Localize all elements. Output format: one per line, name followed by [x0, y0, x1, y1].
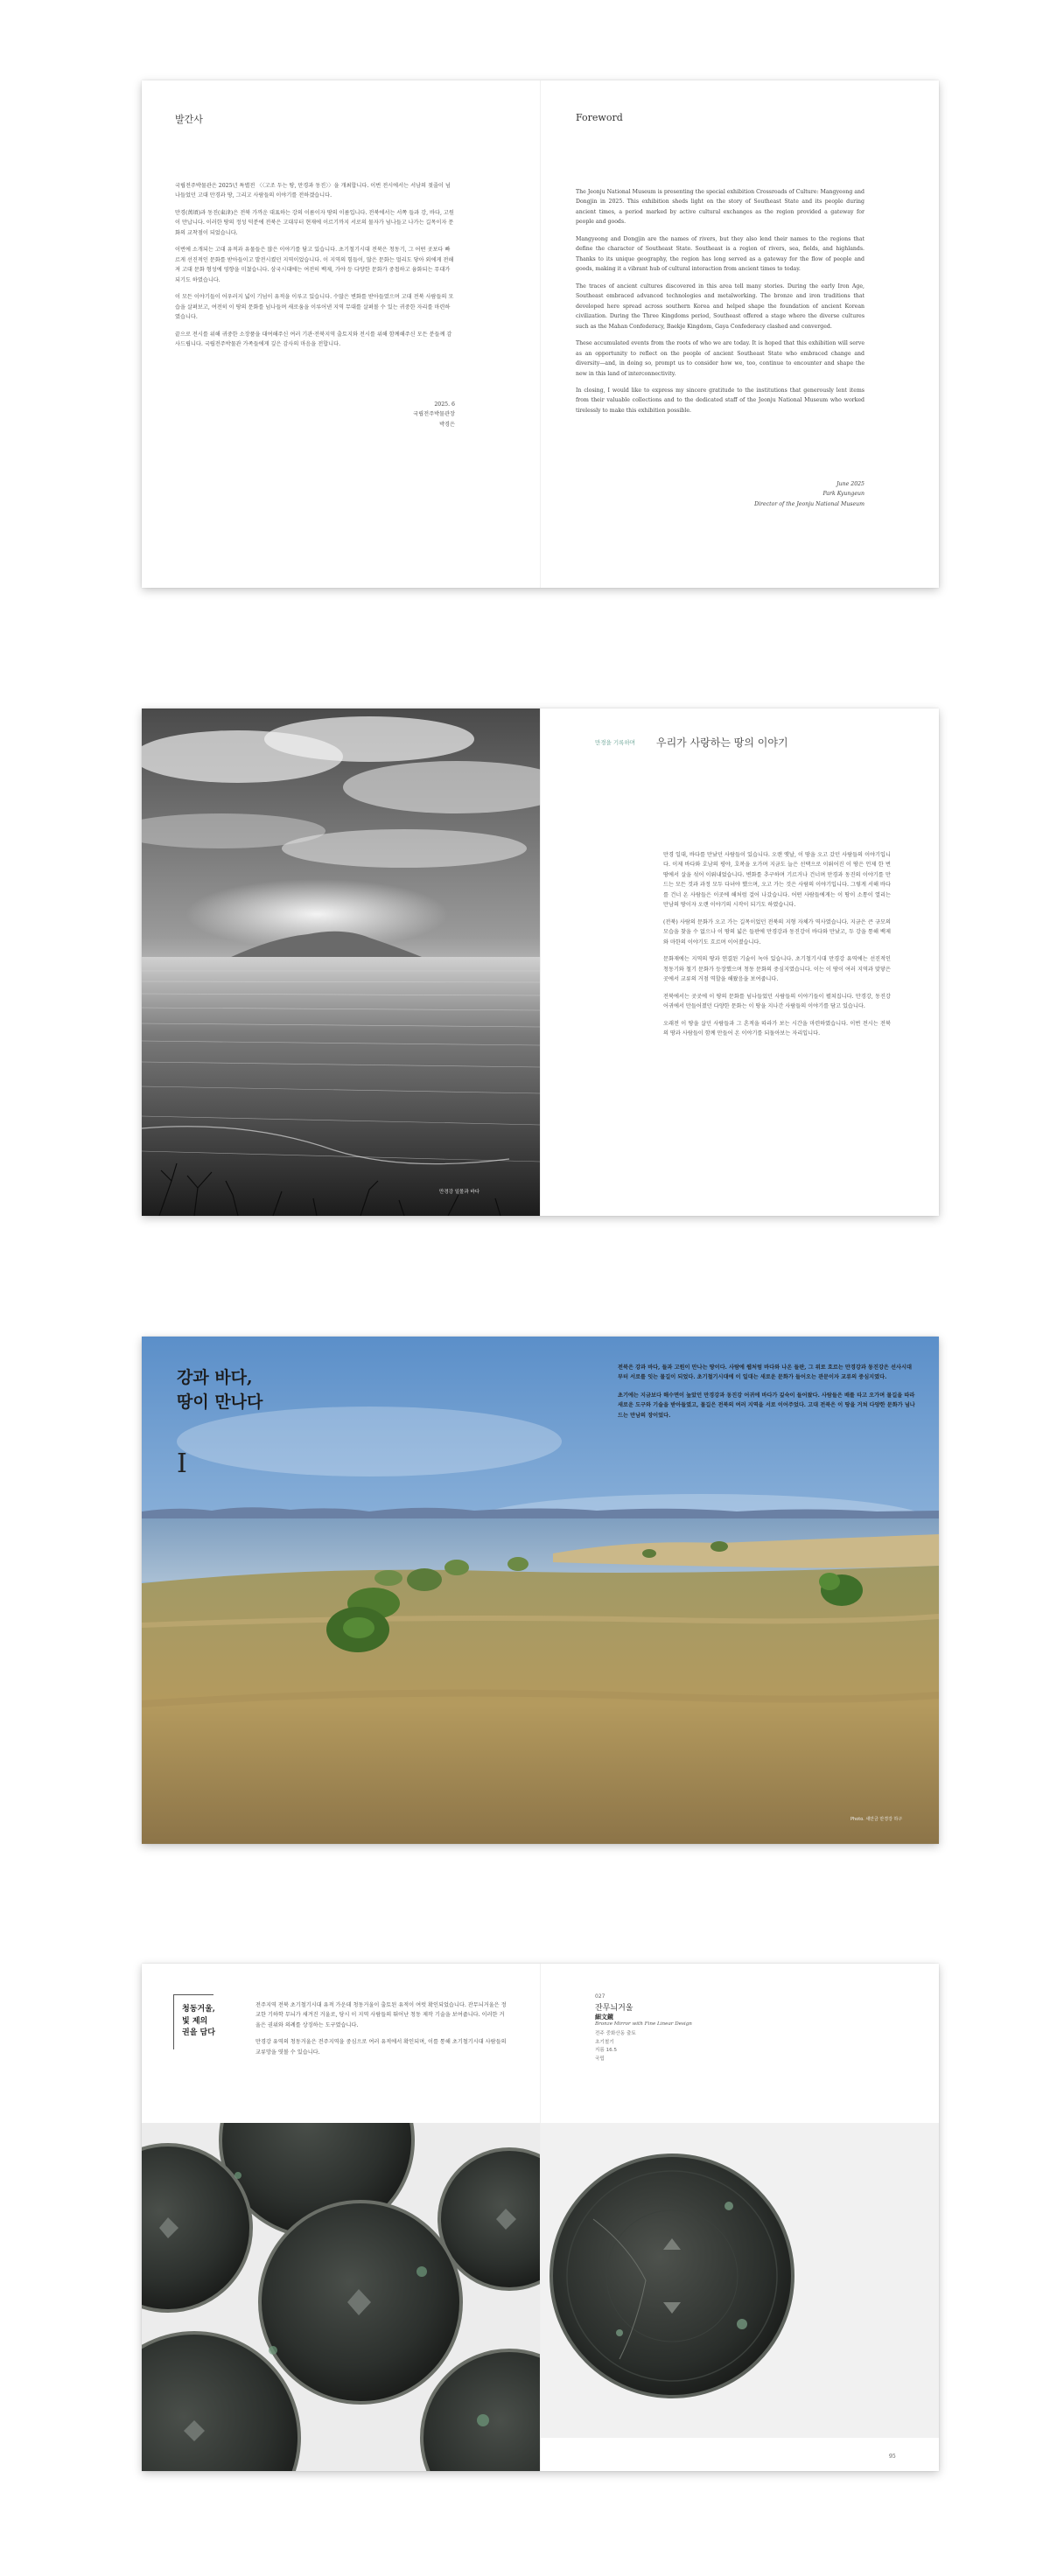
spread-catalog-mirrors: [142, 1964, 939, 2471]
side-title-line: 청동거울,: [182, 2005, 215, 2014]
signature-name: 박경은: [439, 421, 455, 428]
side-title: [182, 2004, 215, 2040]
meta-line: 초기철기: [595, 2039, 614, 2045]
paragraph: 초기에는 지금보다 해수면이 높았던 만경강과 동진강 어귀에 바다가 깊숙이 들어왔다. 사람들은 배를 타고 오가며 물길을 따라 새로운 도구와 기술을 받아들였고, 물길은 전북의 여러 지역을 서로 이어주었다. 고대 전북은 이 땅을 거쳐 다양한 문화가 넘나드는 만남의 장이었다.: [618, 1392, 915, 1419]
chapter-intro: [618, 1363, 915, 1428]
signature-date: 2025. 6: [434, 401, 455, 408]
signature: [716, 479, 864, 509]
paragraph: 전북에서는 곳곳에 이 땅의 문화를 넘나들었던 사람들의 이야기들이 펼쳐집니다. 만경강, 동진강 어귀에서 만들어졌던 다양한 문화는 이 땅을 지나간 사람들의 이야기를 담고 있습니다.: [663, 993, 891, 1010]
chapter-numeral: I: [177, 1449, 187, 1479]
meta-line: 지름 16.5: [595, 2048, 618, 2053]
essay-page: [541, 709, 939, 1216]
artifact-name: 잔무늬거울: [595, 2004, 634, 2013]
bronze-mirror-photo: [541, 2123, 939, 2438]
meta-line: 전주 중화산동 출토: [595, 2031, 636, 2036]
catalog-entry-page: [541, 1964, 939, 2471]
artifact-name-english: Bronze Mirror with Fine Linear Design: [595, 2021, 692, 2027]
paragraph: 전주지역 전북 초기철기시대 유적 가운데 청동거울이 출토된 유적이 여럿 확인되었습니다. 잔무늬거울은 정교한 기하학 무늬가 새겨진 거울로, 당시 이 지역 사람들의 뛰어난 청동 제작 기술을 보여줍니다. 이러한 거울은 권위와 의례를 상징하는 도구였습니다.: [256, 2002, 507, 2028]
side-title-line: 빛 제의: [182, 2016, 208, 2026]
photo-credit: Photo. 새만금 만경강 하구: [850, 1817, 903, 1822]
spread-foreword: [142, 80, 939, 588]
paragraph: 전북은 강과 바다, 들과 고원이 만나는 땅이다. 사람에 웹처럼 바다와 나온 들판, 그 위로 흐르는 만경강과 동진강은 선사시대부터 서로를 잇는 물길이 되었다. 초기철기시대에 이 일대는 새로운 문화가 들어오는 관문이자 교류의 중심지였다.: [618, 1365, 912, 1381]
section-page: [142, 1964, 540, 2471]
page-heading: Foreword: [576, 112, 623, 123]
paragraph: 만경(萬頃)과 동진(東津)은 전북 가까운 대표하는 강의 이름이자 땅의 이름입니다. 전북에서는 서쪽 들과 강, 바다, 고원이 만납니다. 이러한 땅의 정성 덕분에 전북은 고대부터 현재에 이르기까지 서로의 물자가 넘나들고 나가는 길목이자 문화의 교착점이 되었습니다.: [175, 209, 454, 236]
meta-line: 국립: [595, 2056, 605, 2062]
signature-name: Park Kyungeun: [822, 491, 864, 498]
signature-org: 국립전주박물관장: [413, 411, 455, 418]
paragraph: 만경 일대, 바다를 만났던 사람들이 있습니다. 오랜 옛날, 이 땅을 오고 갔던 사람들의 이야기입니다. 이제 바다와 호남의 평야, 호복을 오가며 지금도 늘은 선택으로 이뤄어진 이 땅은 언제 한 번 땅에서 살을 섞어 이뤄내었습니다. 변화를 추구하며 기르거나 건너며 만경과 동진의 이야기를 만드는 모든 것과 과정 모두 다녀야 했으며, 오고 가는 것은 사람의 이야기입니다. 그렇게 서해 바다를 건너 온 사람들은 이곳에 해처럼 걸어 나갔습니다. 어떤 사람들에게는 이 땅이 소통이 열리는 만남의 땅이자 오랜 이야기의 시작이 되기도 하였습니다.: [663, 852, 891, 909]
foreword-english-page: [541, 80, 939, 588]
signature: [343, 400, 455, 429]
paragraph: 오래전 이 땅을 살던 사람들과 그 흔적을 따라가 보는 시간을 마련하였습니다. 이번 전시는 전북의 땅과 사람들이 함께 만들어 온 이야기를 되돌아보는 자리입니다.: [663, 1020, 891, 1037]
spread-essay: [142, 709, 939, 1216]
paragraph: Mangyeong and Dongjin are the names of rivers, but they also lend their names to the regions that define the character of Southeast State. Southeast is a region of rivers, sea, fields, and highlands. Thanks to its unique geography, the region has long served as a gateway for the flow of people and goods, making it a vibrant hub of cultural interaction from ancient times to today.: [576, 235, 864, 273]
paragraph: (전북) 사람의 문화가 오고 가는 길목이었던 전북의 지형 자체가 역사였습니다. 지금은 큰 규모의 모습을 찾을 수 없으나 이 땅의 넓은 들판에 만경강과 동진강이 바다와 만났고, 두 강을 통해 백제와 마한의 이야기도 흐르며 이어졌습니다.: [663, 918, 891, 946]
mirrors-collage-photo: [142, 2123, 540, 2471]
foreword-korean-page: [142, 80, 540, 588]
paragraph: 이 모든 이야기들이 어우러지 넓이 기넘이 유적을 이루고 있습니다. 수많은 변화를 받아들였으며 고대 전북 사람들의 모습을 살펴보고, 여전히 이 땅의 문화를 넘나들며 새로움을 이루어낸 지역 무대를 살펴볼 수 있는 귀중한 자리를 마련하였습니다.: [175, 294, 454, 321]
paragraph: 국립전주박물관은 2025년 특별전 〈〈고조 두는 땅, 만경과 동진〉〉을 개최합니다. 이번 전시에서는 서남의 젖줄이 넘나들었던 고대 만경과 땅, 그리고 사람들의 이야기를 전하겠습니다.: [175, 183, 451, 199]
artifact-photo-panel: [541, 2123, 939, 2438]
paragraph: 문화재에는 지역의 땅과 연결된 기술이 녹아 있습니다. 초기철기시대 만경강 유역에는 선진적인 청동기와 철기 문화가 등장했으며 청동 문화의 중심지였습니다. 이는 이 땅이 여러 지역과 맞닿은 곳에서 교류의 거점 역할을 해왔음을 보여줍니다.: [663, 956, 891, 983]
paragraph: The traces of ancient cultures discovered in this area tell many stories. During the early Iron Age, Southeast embraced advanced technologies and metalworking. The bronze and iron traditions that developed here spread across southern Korea and helped shape the foundation of ancient Korean civilization. During the Three Kingdoms period, Southeast offered a stage where the diverse cultures such as the Mahan Confederacy, Baekje Kingdom, Gaya Confederacy clashed and converged.: [576, 283, 864, 330]
paragraph: 만경강 유역의 청동거울은 전주지역을 중심으로 여러 유적에서 확인되며, 이를 통해 초기철기시대 사람들의 교류망을 엿볼 수 있습니다.: [256, 2039, 507, 2056]
signature-title: Director of the Jeonju National Museum: [754, 500, 864, 507]
page-number: 95: [889, 2454, 896, 2460]
artifact-name-hanja: 細文鏡: [595, 2013, 613, 2021]
paragraph: These accumulated events from the roots of who we are today. It is hoped that this exhibition will serve as an opportunity to reflect on the people of ancient Southeast State who embraced change and diversity—and, in doing so, prompt us to consider how we, too, continue to encounter and shape the new in this land of interconnectivity.: [576, 340, 864, 377]
catalog-number: 027: [595, 1993, 606, 2000]
paragraph: The Jeonju National Museum is presenting the special exhibition Crossroads of Culture: Mangyeong and Dongjin in 2025. This exhibition sheds light on the story of Southeast State and its people during ancient times, a period marked by active cultural exchanges as the region provided a gateway for people and goods.: [576, 189, 864, 226]
chapter-title: [177, 1366, 262, 1414]
essay-title: 우리가 사랑하는 땅의 이야기: [656, 736, 788, 749]
bw-seascape-photo: [142, 709, 540, 1216]
spread-chapter-opener: [142, 1337, 939, 1844]
photo-caption: 만경강 일몰과 바다: [439, 1190, 480, 1195]
chapter-title-line: 강과 바다,: [177, 1368, 253, 1387]
foreword-body: [175, 181, 455, 357]
paragraph: 끝으로 전시를 위해 귀중한 소장품을 대여해주신 여러 기관·전북지역 출토지와 전시를 위해 함께해주신 모든 분들께 감사드립니다. 국립전주박물관 가족들에게 깊은 감사의 마음을 전합니다.: [175, 331, 452, 348]
side-title-line: 권을 담다: [182, 2028, 215, 2037]
section-kicker: 만경을 기록하며: [595, 739, 636, 746]
paragraph: In closing, I would like to express my sincere gratitude to the institutions that generously lent items from their valuable collections and to the dedicated staff of the Jeonju National Museum who worked tirelessly to make this exhibition possible.: [576, 387, 864, 414]
essay-body: [663, 850, 891, 1046]
page-heading: 발간사: [175, 114, 203, 125]
artifact-meta: [595, 2030, 636, 2063]
section-body: [256, 2000, 509, 2064]
signature-date: June 2025: [836, 481, 864, 487]
paragraph: 이번에 소개되는 고대 유적과 유물들은 많은 이야기를 담고 있습니다. 초기철기시대 전북은 청동기, 그 어떤 곳보다 빠르게 선진적인 문화를 받아들이고 발전시켰던 지역이었습니다. 이 지역의 힘들이, 많은 문화는 멀리도 닿아 외에게 전해져 고대 문화 형성에 영향을 미쳤습니다. 삼국시대에는 여전히 백제, 가야 등 다양한 문화가 중첩하고 융화되는 무대가 되기도 하였습니다.: [175, 247, 454, 283]
foreword-body: [576, 187, 864, 422]
chapter-title-line: 땅이 만나다: [177, 1392, 263, 1412]
